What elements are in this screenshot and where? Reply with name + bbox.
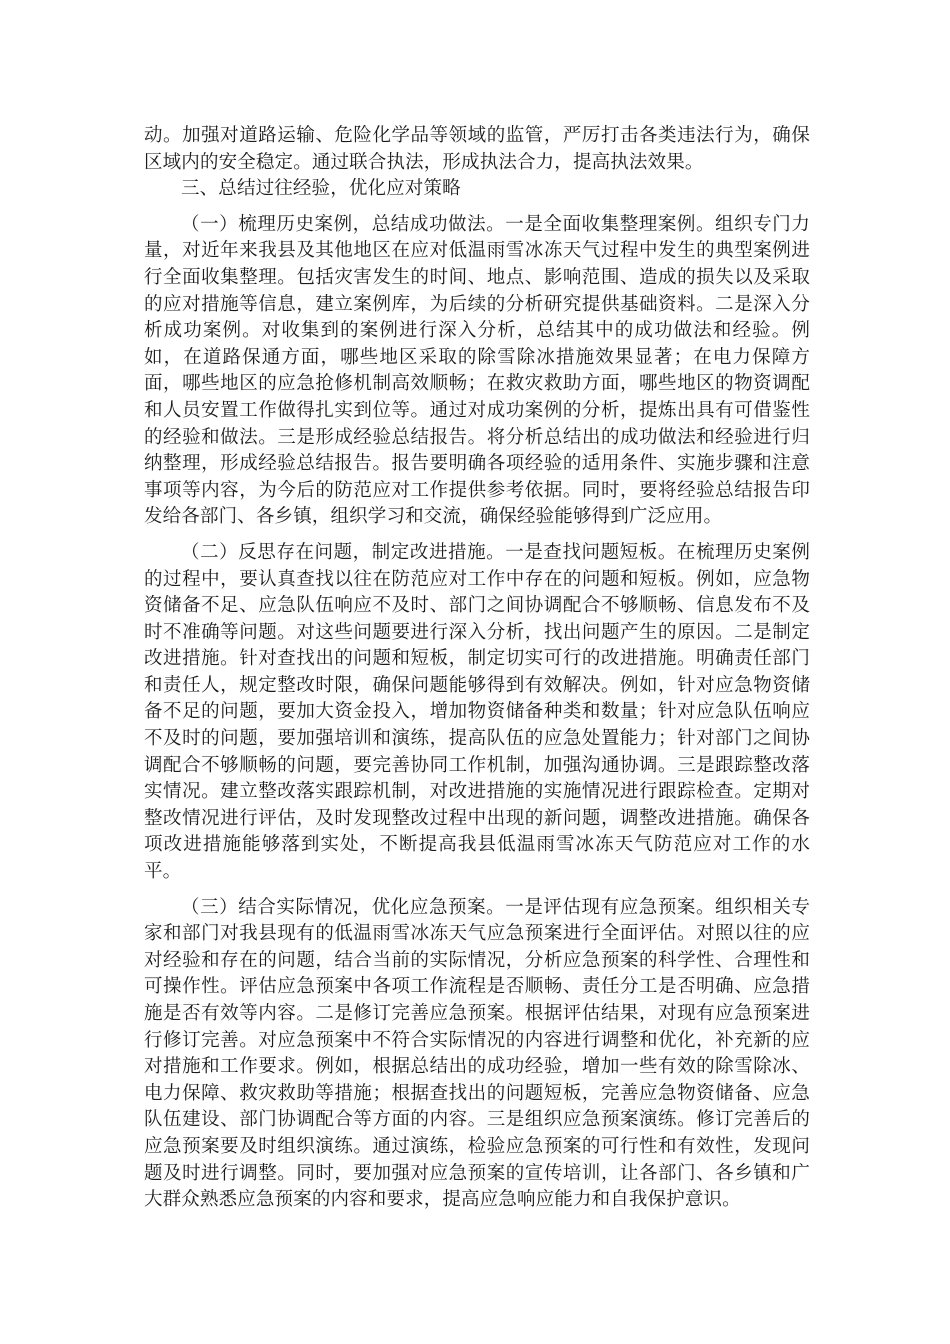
paragraph-continuation: 动。加强对道路运输、危险化学品等领域的监管，严厉打击各类违法行为，确保区域内的安全稳定。通过联合执法，形成执法合力，提高执法效果。 — [144, 125, 810, 173]
paragraph-subsection-3: （三）结合实际情况，优化应急预案。一是评估现有应急预案。组织相关专家和部门对我县现有的低温雨雪冰冻天气应急预案进行全面评估。对照以往的应对经验和存在的问题，结合当前的实际情况，分析应急预案的科学性、合理性和可操作性。评估应急预案中各项工作流程是否顺畅、责任分工是否明确、应急措施是否有效等内容。二是修订完善应急预案。根据评估结果，对现有应急预案进行修订完善。对应急预案中不符合实际情况的内容进行调整和优化，补充新的应对措施和工作要求。例如，根据总结出的成功经验，增加一些有效的除雪除冰、电力保障、救灾救助等措施；根据查找出的问题短板，完善应急物资储备、应急队伍建设、部门协调配合等方面的内容。三是组织应急预案演练。修订完善后的应急预案要及时组织演练。通过演练，检验应急预案的可行性和有效性，发现问题及时进行调整。同时，要加强对应急预案的宣传培训，让各部门、各乡镇和广大群众熟悉应急预案的内容和要求，提高应急响应能力和自我保护意识。 — [144, 896, 810, 1211]
paragraph-subsection-1: （一）梳理历史案例，总结成功做法。一是全面收集整理案例。组织专门力量，对近年来我县及其他地区在应对低温雨雪冰冻天气过程中发生的典型案例进行全面收集整理。包括灾害发生的时间、地点、影响范围、造成的损失以及采取的应对措施等信息，建立案例库，为后续的分析研究提供基础资料。二是深入分析成功案例。对收集到的案例进行深入分析，总结其中的成功做法和经验。例如，在道路保通方面，哪些地区采取的除雪除冰措施效果显著；在电力保障方面，哪些地区的应急抢修机制高效顺畅；在救灾救助方面，哪些地区的物资调配和人员安置工作做得扎实到位等。通过对成功案例的分析，提炼出具有可借鉴性的经验和做法。三是形成经验总结报告。将分析总结出的成功做法和经验进行归纳整理，形成经验总结报告。报告要明确各项经验的适用条件、实施步骤和注意事项等内容，为今后的防范应对工作提供参考依据。同时，要将经验总结报告印发给各部门、各乡镇，组织学习和交流，确保经验能够得到广泛应用。 — [144, 213, 810, 528]
section-heading: 三、总结过往经验，优化应对策略 — [181, 178, 461, 200]
paragraph-subsection-2: （二）反思存在问题，制定改进措施。一是查找问题短板。在梳理历史案例的过程中，要认真查找以往在防范应对工作中存在的问题和短板。例如，应急物资储备不足、应急队伍响应不及时、部门之间协调配合不够顺畅、信息发布不及时不准确等问题。对这些问题要进行深入分析，找出问题产生的原因。二是制定改进措施。针对查找出的问题和短板，制定切实可行的改进措施。明确责任部门和责任人，规定整改时限，确保问题能够得到有效解决。例如，针对应急物资储备不足的问题，要加大资金投入，增加物资储备种类和数量；针对应急队伍响应不及时的问题，要加强培训和演练，提高队伍的应急处置能力；针对部门之间协调配合不够顺畅的问题，要完善协同工作机制，加强沟通协调。三是跟踪整改落实情况。建立整改落实跟踪机制，对改进措施的实施情况进行跟踪检查。定期对整改情况进行评估，及时发现整改过程中出现的新问题，调整改进措施。确保各项改进措施能够落到实处，不断提高我县低温雨雪冰冻天气防范应对工作的水平。 — [144, 541, 810, 883]
document-body — [144, 123, 810, 1214]
